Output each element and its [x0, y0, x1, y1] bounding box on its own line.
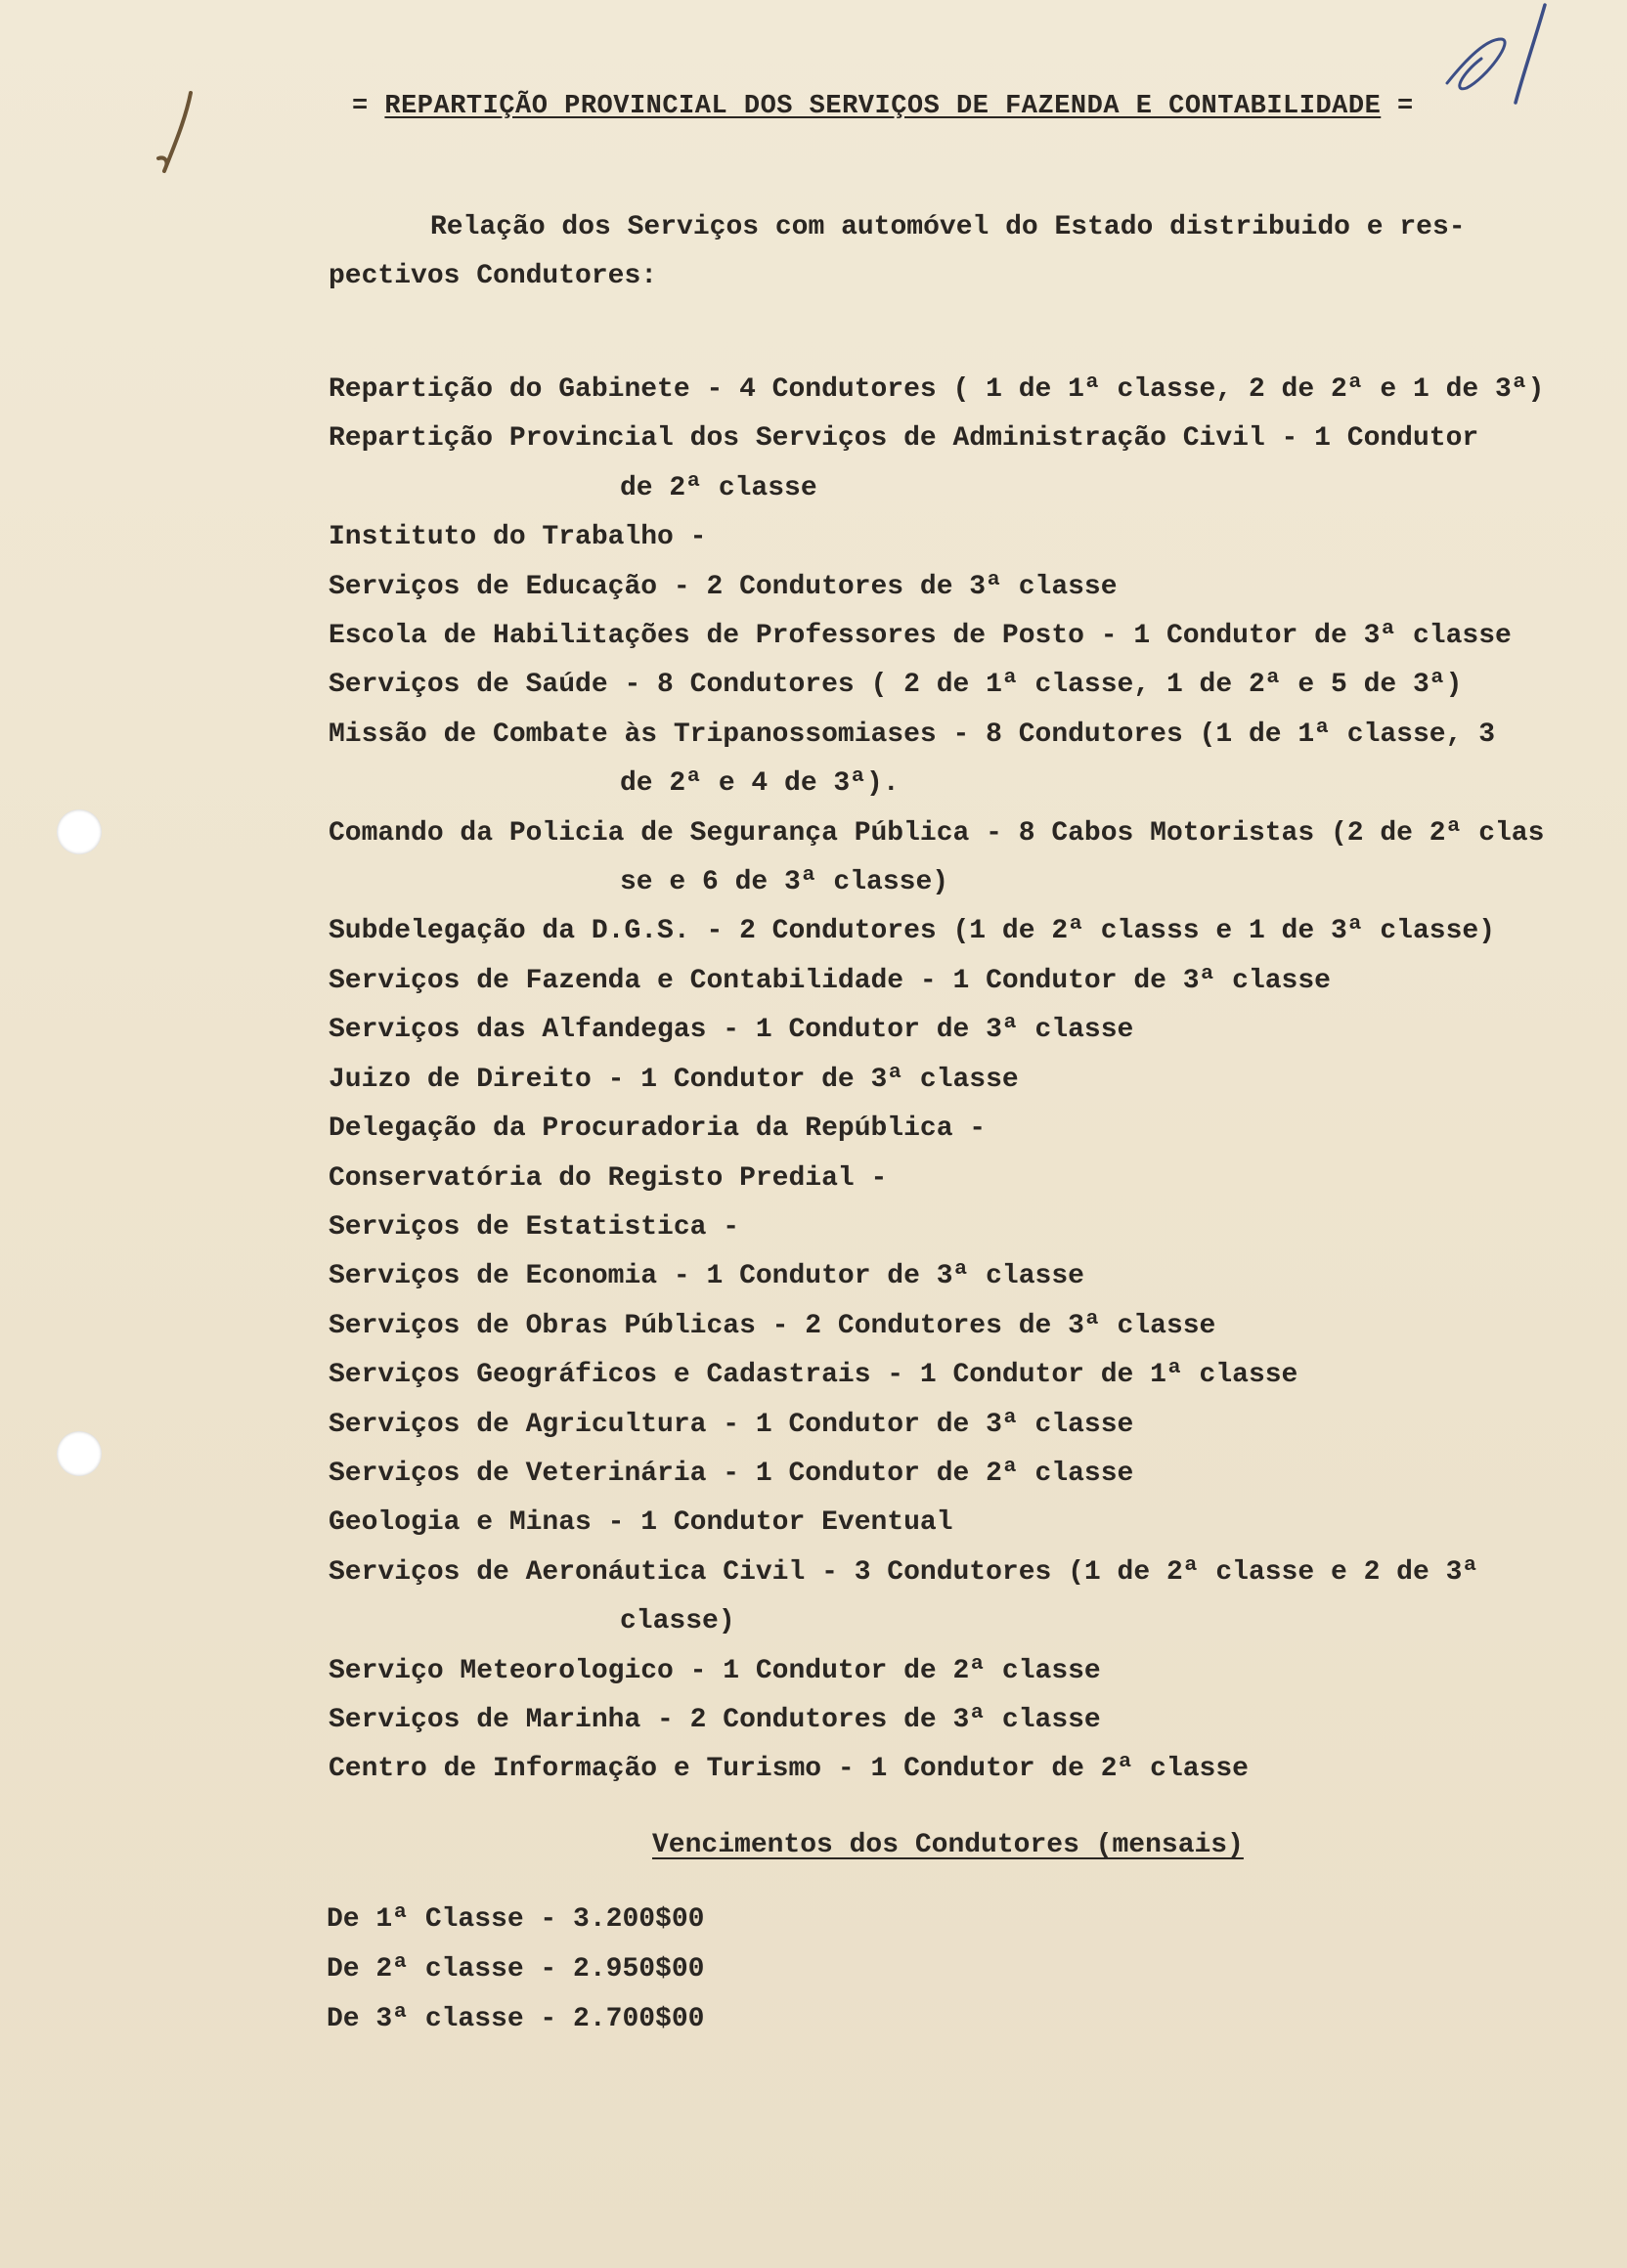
punch-hole: [57, 1431, 102, 1476]
service-item: [329, 1499, 1600, 1548]
service-item: [329, 1302, 1600, 1351]
service-item: [329, 711, 1600, 809]
service-continuation: classe): [620, 1606, 735, 1637]
service-text: Serviço Meteorologico - 1 Condutor de 2ª classe: [329, 1655, 1101, 1686]
service-item: [329, 1351, 1600, 1400]
service-item: [329, 1006, 1600, 1055]
service-continuation: de 2ª classe: [620, 472, 817, 503]
service-text: Delegação da Procuradoria da República -: [329, 1113, 987, 1145]
intro-line-1: Relação dos Serviços com automóvel do Estado distribuido e res-: [430, 212, 1466, 242]
pencil-mark: [147, 88, 215, 186]
intro-line-2: pectivos Condutores:: [329, 261, 658, 291]
service-item: [329, 1203, 1600, 1252]
salary-row: De 3ª classe - 2.700$00: [327, 2004, 705, 2034]
service-text: Serviços de Agricultura - 1 Condutor de 3ª classe: [329, 1409, 1134, 1440]
service-text: Serviços de Fazenda e Contabilidade - 1 Condutor de 3ª classe: [329, 965, 1331, 996]
punch-hole: [57, 809, 102, 854]
service-text: Instituto do Trabalho -: [329, 522, 707, 553]
service-continuation: se e 6 de 3ª classe): [620, 867, 949, 898]
service-text: Subdelegação da D.G.S. - 2 Condutores (1 de 2ª classs e 1 de 3ª classe): [329, 916, 1495, 947]
service-text: Serviços de Saúde - 8 Condutores ( 2 de 1ª classe, 1 de 2ª e 5 de 3ª): [329, 670, 1463, 701]
service-item: [329, 1450, 1600, 1499]
service-item: [329, 1647, 1600, 1696]
service-text: Serviços de Veterinária - 1 Condutor de 2ª classe: [329, 1458, 1134, 1489]
service-text: Conservatória do Registo Predial -: [329, 1162, 888, 1194]
service-text: Comando da Policia de Segurança Pública - 8 Cabos Motoristas (2 de 2ª clas: [329, 817, 1545, 849]
intro-paragraph: [329, 203, 1541, 301]
service-text: Serviços Geográficos e Cadastrais - 1 Condutor de 1ª classe: [329, 1360, 1298, 1391]
service-item: [329, 661, 1600, 710]
service-item: [329, 1105, 1600, 1154]
salary-row: De 2ª classe - 2.950$00: [327, 1954, 705, 1984]
service-item: [329, 957, 1600, 1006]
service-text: Serviços de Educação - 2 Condutores de 3ª classe: [329, 571, 1118, 602]
service-text: Serviços de Aeronáutica Civil - 3 Condutores (1 de 2ª classe e 2 de 3ª: [329, 1556, 1479, 1588]
service-item: [329, 1155, 1600, 1203]
service-item: [329, 563, 1600, 612]
service-item: [329, 809, 1600, 908]
service-item: [329, 1401, 1600, 1450]
service-item: [329, 414, 1600, 513]
service-text: Centro de Informação e Turismo - 1 Condutor de 2ª classe: [329, 1754, 1249, 1785]
header-suffix: =: [1381, 92, 1414, 121]
service-text: Repartição do Gabinete - 4 Condutores ( 1 de 1ª classe, 2 de 2ª e 1 de 3ª): [329, 374, 1545, 405]
header-title: REPARTIÇÃO PROVINCIAL DOS SERVIÇOS DE FAZENDA E CONTABILIDADE: [384, 92, 1382, 121]
salaries-title: Vencimentos dos Condutores (mensais): [652, 1830, 1244, 1860]
service-item: [329, 612, 1600, 661]
document-header: [352, 92, 1496, 121]
service-text: Serviços de Marinha - 2 Condutores de 3ª classe: [329, 1704, 1101, 1735]
service-text: Juizo de Direito - 1 Condutor de 3ª classe: [329, 1064, 1019, 1095]
service-item: [329, 513, 1600, 562]
salary-row: De 1ª Classe - 3.200$00: [327, 1904, 705, 1935]
service-text: Serviços de Estatistica -: [329, 1211, 740, 1243]
service-item: [329, 366, 1600, 414]
service-text: Escola de Habilitações de Professores de Posto - 1 Condutor de 3ª classe: [329, 621, 1512, 652]
service-item: [329, 1056, 1600, 1105]
services-list: [329, 366, 1600, 1795]
service-text: Serviços das Alfandegas - 1 Condutor de 3ª classe: [329, 1015, 1134, 1046]
header-prefix: =: [352, 92, 385, 121]
service-item: [329, 1252, 1600, 1301]
service-item: [329, 1745, 1600, 1794]
service-continuation: de 2ª e 4 de 3ª).: [620, 768, 900, 800]
service-item: [329, 1548, 1600, 1647]
service-text: Geologia e Minas - 1 Condutor Eventual: [329, 1507, 953, 1539]
service-text: Serviços de Obras Públicas - 2 Condutores de 3ª classe: [329, 1310, 1216, 1341]
service-item: [329, 1696, 1600, 1745]
salaries-list: [327, 1895, 704, 2044]
service-item: [329, 907, 1600, 956]
service-text: Repartição Provincial dos Serviços de Administração Civil - 1 Condutor: [329, 423, 1479, 455]
service-text: Missão de Combate às Tripanossomiases - 8 Condutores (1 de 1ª classe, 3: [329, 719, 1495, 750]
service-text: Serviços de Economia - 1 Condutor de 3ª classe: [329, 1261, 1084, 1292]
